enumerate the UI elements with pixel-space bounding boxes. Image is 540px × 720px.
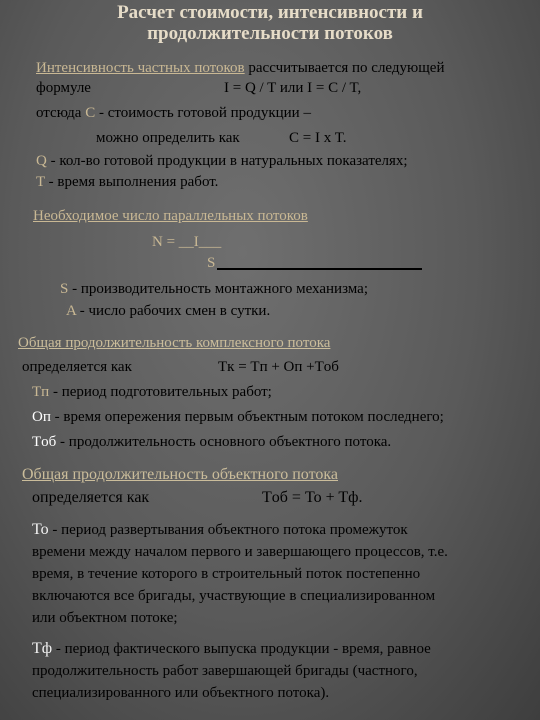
var-tf: Tф xyxy=(32,640,53,657)
object-to-line-5: или объектном потоке; xyxy=(32,610,178,626)
parallel-a-line: A - число рабочих смен в сутки. xyxy=(66,303,271,319)
parallel-s-line: S - производительность монтажного механизма; xyxy=(60,281,368,297)
object-formula: Tоб = To + Tф. xyxy=(262,489,363,506)
complex-op-line: Oп - время опережения первым объектным потоком последнего; xyxy=(32,409,444,425)
object-to-line-3: время, в течение которого в строительный поток постепенно xyxy=(32,566,421,582)
var-s: S xyxy=(60,281,69,297)
var-q: Q xyxy=(36,153,47,169)
var-a: A xyxy=(66,303,77,319)
intensity-t-line: T - время выполнения работ. xyxy=(36,174,219,190)
complex-line-1: определяется как xyxy=(22,359,132,375)
var-op: Oп xyxy=(32,409,51,425)
var-c: C xyxy=(85,105,96,121)
parallel-heading: Необходимое число параллельных потоков xyxy=(33,208,308,224)
parallel-formula-denominator: S xyxy=(207,255,216,271)
title-line-2: продолжительности потоков xyxy=(147,23,393,44)
var-to: To xyxy=(32,521,49,538)
object-tf-line-3: специализированного или объектного потока). xyxy=(32,685,330,701)
intensity-line-3: отсюда C - стоимость готовой продукции – xyxy=(36,105,311,121)
object-to-line-2: времени между началом первого и завершающего процессов, т.е. xyxy=(32,544,448,560)
intensity-formula: I = Q / T или I = C / T, xyxy=(224,80,362,96)
var-t: T xyxy=(36,174,45,190)
slide-title xyxy=(0,2,540,44)
complex-formula: Tк = Tп + Oп +Tоб xyxy=(218,359,339,375)
object-tf-line-2: продолжительность работ завершающей бригады (частного, xyxy=(32,663,418,679)
intensity-heading: Интенсивность частных потоков xyxy=(36,60,245,76)
fraction-line xyxy=(217,268,422,270)
var-tob: Tоб xyxy=(32,434,57,450)
intensity-line-4: можно определить как xyxy=(96,130,240,146)
var-tp: Tп xyxy=(32,384,50,400)
object-heading: Общая продолжительность объектного потока xyxy=(22,466,338,483)
complex-heading: Общая продолжительность комплексного потока xyxy=(18,335,331,351)
object-line-1: определяется как xyxy=(32,489,150,506)
intensity-q-line: Q - кол-во готовой продукции в натуральных показателях; xyxy=(36,153,408,169)
parallel-formula: N = __I___ xyxy=(152,234,222,250)
complex-tob-line: Tоб - продолжительность основного объектного потока. xyxy=(32,434,392,450)
cost-formula: C = I x T. xyxy=(289,130,347,146)
title-line-1: Расчет стоимости, интенсивности и xyxy=(117,2,423,23)
object-to-line-4: включаются все бригады, участвующие в специализированном xyxy=(32,588,436,604)
object-tf-line-1: Tф - период фактического выпуска продукции - время, равное xyxy=(32,640,431,657)
intensity-line-1: Интенсивность частных потоков рассчитывается по следующей xyxy=(36,60,445,76)
object-to-line-1: To - период развертывания объектного потока промежуток xyxy=(32,521,408,538)
intensity-line-2: формуле xyxy=(36,80,91,96)
complex-tp-line: Tп - период подготовительных работ; xyxy=(32,384,272,400)
